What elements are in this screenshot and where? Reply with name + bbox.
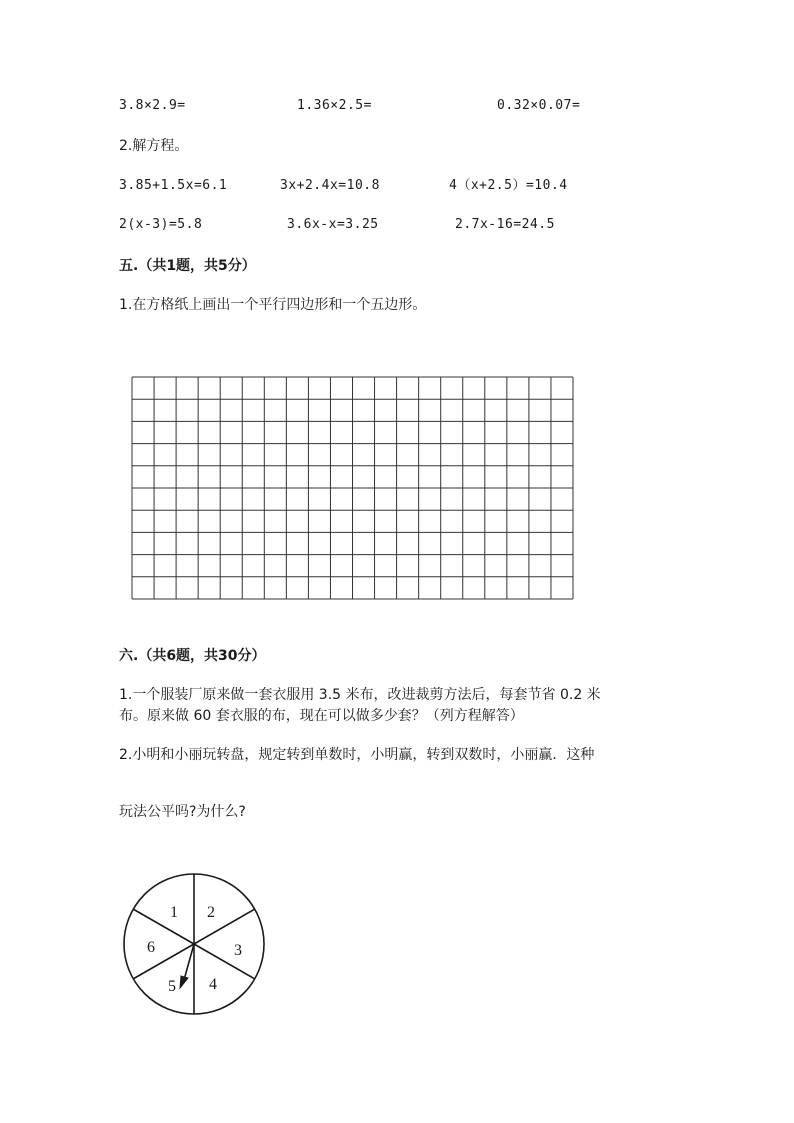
spinner-label-3: 3 [234,942,242,959]
spinner-label-1: 1 [170,904,178,921]
equation-6: 2.7x-16=24.5 [455,217,555,232]
spinner-label-2: 2 [207,904,215,921]
section-6-question-2-line-1: 2.小明和小丽玩转盘，规定转到单数时，小明赢，转到双数时，小丽赢．这种 [119,747,595,763]
equation-3: 4（x+2.5）=10.4 [449,178,568,193]
equation-1: 3.85+1.5x=6.1 [119,178,228,193]
equation-4: 2(x-3)=5.8 [119,217,203,232]
equation-2: 3x+2.4x=10.8 [280,178,380,193]
section-5-question-1: 1.在方格纸上画出一个平行四边形和一个五边形。 [119,297,427,313]
calc-item-1: 3.8×2.9= [119,98,186,113]
spinner-divider-6 [133,944,194,979]
spinner-divider-3 [194,909,255,944]
spinner-label-6: 6 [147,939,155,956]
section-6-heading: 六.（共6题，共30分） [119,648,266,664]
section-6-question-1-line-1: 1.一个服装厂原来做一套衣服用 3.5 米布，改进裁剪方法后，每套节省 0.2 米 [119,687,601,703]
section-6-question-1-line-2: 布。原来做 60 套衣服的布，现在可以做多少套？（列方程解答） [119,708,524,724]
section-5-heading: 五.（共1题，共5分） [119,258,256,274]
equations-heading: 2.解方程。 [119,138,189,154]
calc-item-2: 1.36×2.5= [297,98,372,113]
spinner-divider-5 [133,909,194,944]
equation-5: 3.6x-x=3.25 [287,217,379,232]
spinner-divider-4 [194,944,255,979]
section-6-question-2-line-2: 玩法公平吗?为什么? [119,804,246,820]
spinner-label-4: 4 [209,976,217,993]
spinner-label-5: 5 [168,978,176,995]
calc-item-3: 0.32×0.07= [497,98,581,113]
